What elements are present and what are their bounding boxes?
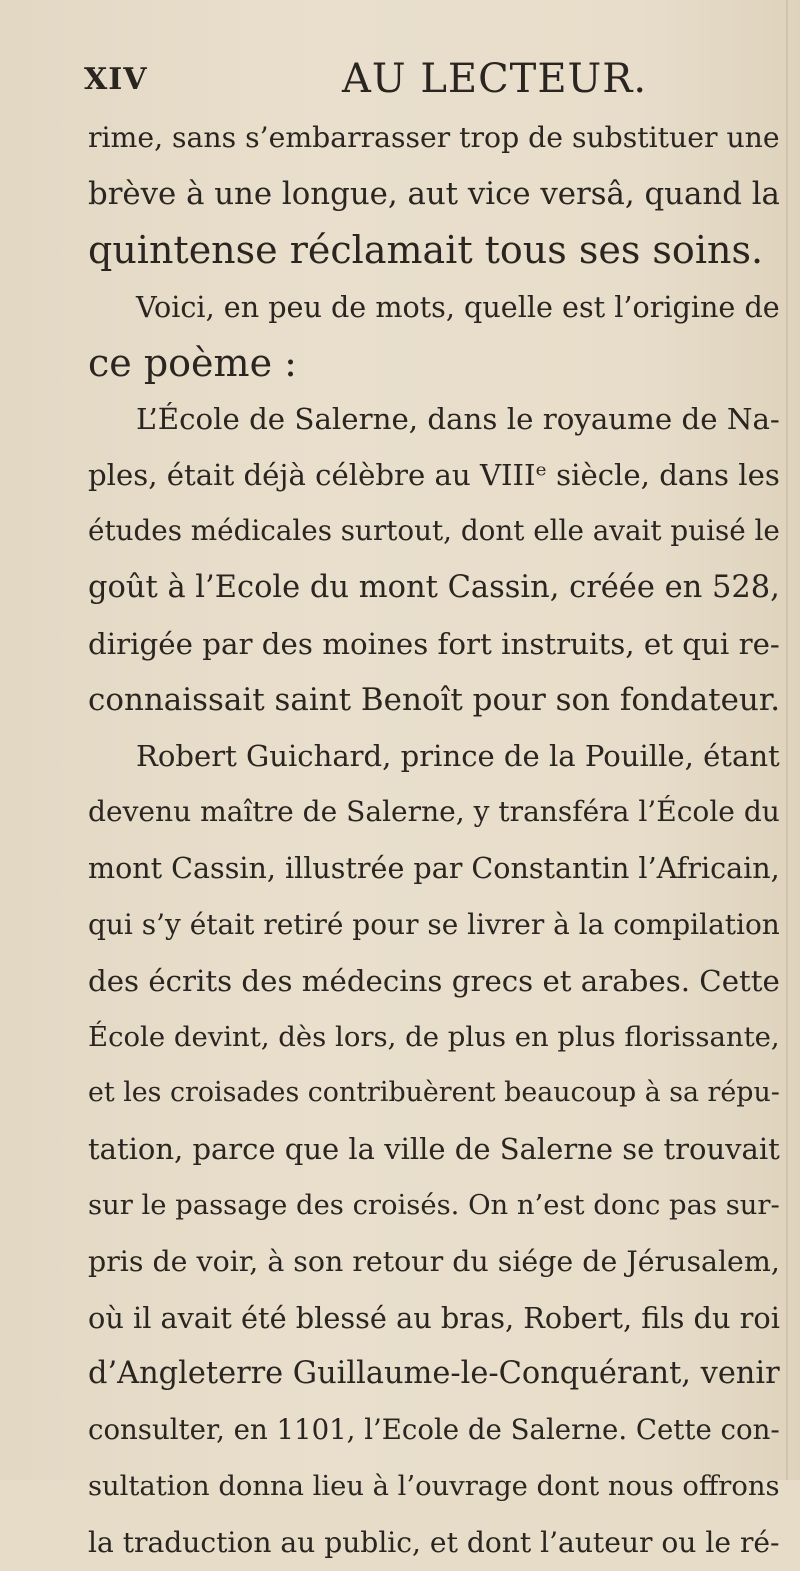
page-header (84, 56, 784, 106)
text-line: ples, était déjà célèbre au VIIIᵉ siècle, dans les (88, 458, 780, 493)
text-line: où il avait été blessé au bras, Robert, fils du roi (88, 1300, 780, 1335)
text-line: brève à une longue, aut vice versâ, quand la (88, 176, 780, 213)
text-line: quintense réclamait tous ses soins. (88, 228, 764, 273)
running-title: AU LECTEUR. (342, 56, 648, 102)
page-number: XIV (84, 62, 148, 97)
text-line: Robert Guichard, prince de la Pouille, étant (136, 739, 780, 774)
text-line: rime, sans s’embarrasser trop de substituer une (88, 121, 780, 154)
text-line: connaissait saint Benoît pour son fondateur. (88, 681, 781, 718)
text-line: sultation donna lieu à l’ouvrage dont nous offrons (88, 1470, 780, 1502)
text-line: d’Angleterre Guillaume-le-Conquérant, venir (88, 1356, 780, 1392)
text-line: L’École de Salerne, dans le royaume de Na- (136, 401, 780, 436)
text-line: tation, parce que la ville de Salerne se trouvait (88, 1132, 780, 1167)
text-line: dirigée par des moines fort instruits, et qui re- (88, 626, 780, 661)
page-edge (786, 0, 788, 1480)
text-line: goût à l’Ecole du mont Cassin, créée en 528, (88, 569, 780, 605)
text-line: études médicales surtout, dont elle avait puisé le (88, 514, 780, 548)
text-line: devenu maître de Salerne, y transféra l’École du (88, 795, 780, 829)
text-line: et les croisades contribuèrent beaucoup à sa répu- (88, 1077, 780, 1109)
text-line: pris de voir, à son retour du siége de Jérusalem, (88, 1244, 780, 1278)
text-line: qui s’y était retiré pour se livrer à la compilation (88, 907, 780, 941)
text-line: mont Cassin, illustrée par Constantin l’Africain, (88, 851, 780, 886)
text-line: des écrits des médecins grecs et arabes. Cette (88, 963, 780, 998)
text-line: sur le passage des croisés. On n’est donc pas sur- (88, 1189, 780, 1221)
text-line: École devint, dès lors, de plus en plus florissante, (88, 1021, 780, 1053)
text-line: consulter, en 1101, l’Ecole de Salerne. Cette con- (88, 1413, 780, 1447)
text-line: ce poème : (88, 340, 297, 385)
text-line: Voici, en peu de mots, quelle est l’origine de (136, 289, 780, 324)
text-line: la traduction au public, et dont l’auteur ou le ré- (88, 1525, 780, 1559)
body-text (88, 110, 788, 1571)
